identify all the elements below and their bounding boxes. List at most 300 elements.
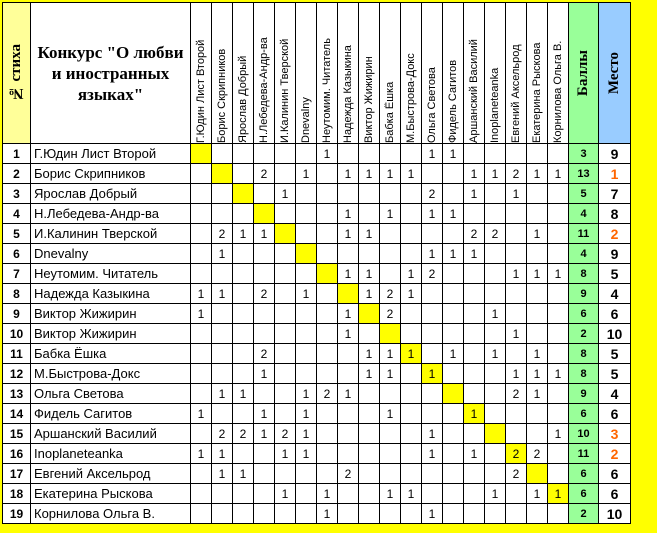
column-header-label: Н.Лебедева-Андр-ва bbox=[257, 37, 270, 143]
score-cell bbox=[191, 164, 212, 184]
row-number: 11 bbox=[3, 344, 31, 364]
score-cell bbox=[296, 364, 317, 384]
score-cell: 1 bbox=[212, 384, 233, 404]
row-number: 12 bbox=[3, 364, 31, 384]
diagonal-cell bbox=[254, 204, 275, 224]
column-header bbox=[212, 3, 233, 144]
score-cell bbox=[338, 344, 359, 364]
score-cell bbox=[275, 404, 296, 424]
place-value: 10 bbox=[599, 324, 631, 344]
score-cell: 1 bbox=[527, 384, 548, 404]
score-cell: 1 bbox=[254, 404, 275, 424]
column-header bbox=[296, 3, 317, 144]
score-cell bbox=[296, 144, 317, 164]
score-cell bbox=[338, 404, 359, 424]
column-header bbox=[317, 3, 338, 144]
table-row bbox=[3, 304, 631, 324]
row-author-name: Г.Юдин Лист Второй bbox=[31, 144, 191, 164]
column-header bbox=[254, 3, 275, 144]
place-value: 3 bbox=[599, 424, 631, 444]
score-cell bbox=[275, 264, 296, 284]
place-value: 6 bbox=[599, 404, 631, 424]
score-cell bbox=[506, 424, 527, 444]
table-row bbox=[3, 184, 631, 204]
row-author-name: Борис Скрипников bbox=[31, 164, 191, 184]
score-cell: 1 bbox=[275, 184, 296, 204]
score-cell bbox=[401, 424, 422, 444]
score-cell bbox=[212, 144, 233, 164]
score-cell bbox=[317, 404, 338, 424]
balls-total: 6 bbox=[569, 404, 599, 424]
score-cell bbox=[212, 504, 233, 524]
balls-total: 8 bbox=[569, 264, 599, 284]
score-cell: 1 bbox=[254, 424, 275, 444]
score-cell: 1 bbox=[212, 284, 233, 304]
balls-total: 2 bbox=[569, 324, 599, 344]
score-cell bbox=[317, 344, 338, 364]
score-cell bbox=[506, 344, 527, 364]
score-cell bbox=[191, 364, 212, 384]
score-cell bbox=[548, 404, 569, 424]
score-cell bbox=[443, 164, 464, 184]
score-cell bbox=[443, 364, 464, 384]
score-cell bbox=[338, 484, 359, 504]
score-cell bbox=[254, 264, 275, 284]
score-cell bbox=[401, 364, 422, 384]
score-cell bbox=[401, 224, 422, 244]
score-cell bbox=[359, 504, 380, 524]
score-cell bbox=[212, 204, 233, 224]
column-header-label: Фидель Сагитов bbox=[446, 59, 459, 143]
score-cell bbox=[548, 384, 569, 404]
score-cell: 1 bbox=[191, 304, 212, 324]
score-cell bbox=[275, 364, 296, 384]
score-cell bbox=[422, 344, 443, 364]
score-cell bbox=[338, 504, 359, 524]
score-cell bbox=[317, 464, 338, 484]
score-cell bbox=[191, 384, 212, 404]
score-cell bbox=[338, 364, 359, 384]
score-cell: 2 bbox=[506, 464, 527, 484]
score-cell bbox=[212, 304, 233, 324]
column-header-label: Виктор Жижирин bbox=[362, 56, 375, 143]
score-cell bbox=[485, 244, 506, 264]
score-cell bbox=[296, 224, 317, 244]
score-cell bbox=[359, 404, 380, 424]
diagonal-cell bbox=[359, 304, 380, 324]
diagonal-cell bbox=[233, 184, 254, 204]
score-cell bbox=[212, 364, 233, 384]
row-number: 6 bbox=[3, 244, 31, 264]
row-author-name: Н.Лебедева-Андр-ва bbox=[31, 204, 191, 224]
diagonal-cell: 1 bbox=[401, 344, 422, 364]
column-header bbox=[527, 3, 548, 144]
place-value: 6 bbox=[599, 304, 631, 324]
score-cell bbox=[233, 264, 254, 284]
score-cell: 1 bbox=[401, 484, 422, 504]
score-cell bbox=[401, 244, 422, 264]
score-cell bbox=[527, 424, 548, 444]
row-number: 7 bbox=[3, 264, 31, 284]
score-cell bbox=[443, 504, 464, 524]
score-cell: 1 bbox=[548, 264, 569, 284]
row-number: 9 bbox=[3, 304, 31, 324]
score-cell bbox=[275, 464, 296, 484]
score-cell: 1 bbox=[233, 224, 254, 244]
score-cell: 1 bbox=[338, 324, 359, 344]
diagonal-cell bbox=[527, 464, 548, 484]
score-cell bbox=[485, 364, 506, 384]
table-row bbox=[3, 244, 631, 264]
row-author-name: Виктор Жижирин bbox=[31, 304, 191, 324]
score-cell bbox=[296, 464, 317, 484]
score-cell bbox=[275, 324, 296, 344]
score-cell bbox=[317, 224, 338, 244]
score-cell: 1 bbox=[359, 224, 380, 244]
score-cell: 1 bbox=[254, 364, 275, 384]
table-row bbox=[3, 344, 631, 364]
table-row bbox=[3, 284, 631, 304]
column-header bbox=[338, 3, 359, 144]
score-cell bbox=[254, 324, 275, 344]
diagonal-cell bbox=[443, 384, 464, 404]
score-cell: 1 bbox=[359, 264, 380, 284]
score-cell: 2 bbox=[338, 464, 359, 484]
score-cell bbox=[485, 324, 506, 344]
score-cell bbox=[296, 304, 317, 324]
score-cell bbox=[317, 284, 338, 304]
score-cell bbox=[506, 504, 527, 524]
balls-total: 3 bbox=[569, 144, 599, 164]
score-cell bbox=[380, 184, 401, 204]
results-sheet bbox=[2, 2, 655, 531]
score-cell bbox=[443, 424, 464, 444]
place-value: 4 bbox=[599, 384, 631, 404]
score-cell bbox=[233, 444, 254, 464]
row-number: 18 bbox=[3, 484, 31, 504]
row-number: 5 bbox=[3, 224, 31, 244]
score-cell bbox=[485, 464, 506, 484]
score-cell bbox=[359, 144, 380, 164]
score-cell bbox=[401, 504, 422, 524]
row-author-name: Бабка Ёшка bbox=[31, 344, 191, 364]
score-cell bbox=[380, 224, 401, 244]
score-cell bbox=[317, 164, 338, 184]
row-number: 19 bbox=[3, 504, 31, 524]
score-cell bbox=[401, 204, 422, 224]
column-header-label: Г.Юдин Лист Второй bbox=[194, 39, 207, 143]
diagonal-cell bbox=[296, 244, 317, 264]
score-cell: 1 bbox=[338, 264, 359, 284]
score-cell bbox=[464, 304, 485, 324]
score-cell bbox=[443, 324, 464, 344]
diagonal-cell: 1 bbox=[422, 364, 443, 384]
score-cell: 1 bbox=[506, 364, 527, 384]
score-cell: 1 bbox=[548, 364, 569, 384]
row-number: 2 bbox=[3, 164, 31, 184]
score-cell bbox=[254, 144, 275, 164]
score-cell bbox=[485, 504, 506, 524]
score-cell bbox=[191, 244, 212, 264]
score-cell bbox=[527, 504, 548, 524]
row-number: 16 bbox=[3, 444, 31, 464]
score-cell: 1 bbox=[401, 284, 422, 304]
score-cell bbox=[506, 224, 527, 244]
score-cell bbox=[275, 344, 296, 364]
score-cell bbox=[338, 424, 359, 444]
score-cell bbox=[380, 144, 401, 164]
score-cell bbox=[359, 184, 380, 204]
row-author-name: Ольга Светова bbox=[31, 384, 191, 404]
score-cell: 1 bbox=[191, 404, 212, 424]
score-cell bbox=[233, 284, 254, 304]
score-cell bbox=[443, 264, 464, 284]
score-cell bbox=[548, 464, 569, 484]
score-cell bbox=[359, 424, 380, 444]
row-author-name: Dnevalny bbox=[31, 244, 191, 264]
score-cell bbox=[359, 204, 380, 224]
score-cell bbox=[443, 484, 464, 504]
score-cell bbox=[422, 304, 443, 324]
column-header-label: Ольга Светова bbox=[425, 67, 438, 143]
column-header bbox=[506, 3, 527, 144]
score-cell bbox=[233, 244, 254, 264]
score-cell bbox=[191, 264, 212, 284]
column-header bbox=[548, 3, 569, 144]
row-author-name: Аршанский Василий bbox=[31, 424, 191, 444]
score-cell: 1 bbox=[296, 284, 317, 304]
diagonal-cell bbox=[212, 164, 233, 184]
score-cell bbox=[422, 404, 443, 424]
score-cell: 2 bbox=[254, 344, 275, 364]
score-cell bbox=[317, 244, 338, 264]
column-header bbox=[401, 3, 422, 144]
score-cell bbox=[485, 264, 506, 284]
table-row bbox=[3, 144, 631, 164]
table-row bbox=[3, 204, 631, 224]
table-row bbox=[3, 384, 631, 404]
score-cell: 2 bbox=[464, 224, 485, 244]
diagonal-cell: 2 bbox=[506, 444, 527, 464]
score-cell bbox=[401, 444, 422, 464]
score-cell bbox=[464, 284, 485, 304]
score-cell bbox=[422, 324, 443, 344]
score-cell: 1 bbox=[380, 364, 401, 384]
score-cell: 1 bbox=[359, 284, 380, 304]
score-cell: 1 bbox=[191, 284, 212, 304]
score-cell bbox=[485, 184, 506, 204]
place-value: 6 bbox=[599, 464, 631, 484]
score-cell bbox=[548, 444, 569, 464]
place-value: 2 bbox=[599, 444, 631, 464]
score-cell: 2 bbox=[380, 284, 401, 304]
score-cell: 2 bbox=[317, 384, 338, 404]
score-cell bbox=[275, 164, 296, 184]
column-header bbox=[422, 3, 443, 144]
column-header bbox=[191, 3, 212, 144]
score-cell bbox=[212, 324, 233, 344]
score-cell bbox=[422, 384, 443, 404]
score-cell bbox=[191, 464, 212, 484]
score-cell bbox=[317, 324, 338, 344]
balls-total: 11 bbox=[569, 444, 599, 464]
score-cell bbox=[443, 224, 464, 244]
score-cell: 1 bbox=[338, 304, 359, 324]
score-cell bbox=[485, 404, 506, 424]
column-header-label: Dnevalny bbox=[299, 97, 312, 143]
score-cell bbox=[359, 384, 380, 404]
score-cell bbox=[548, 304, 569, 324]
column-header-label: М.Быстрова-Докс bbox=[404, 53, 417, 143]
score-cell: 1 bbox=[422, 244, 443, 264]
score-cell bbox=[464, 344, 485, 364]
score-cell bbox=[380, 244, 401, 264]
score-cell bbox=[422, 224, 443, 244]
score-cell bbox=[233, 144, 254, 164]
column-header-label: Аршанский Василий bbox=[467, 39, 480, 143]
table-row bbox=[3, 424, 631, 444]
score-cell: 1 bbox=[527, 364, 548, 384]
table-row bbox=[3, 364, 631, 384]
column-header-label: Неутомим. Читатель bbox=[320, 38, 333, 143]
score-cell: 1 bbox=[338, 204, 359, 224]
score-cell bbox=[338, 184, 359, 204]
place-value: 10 bbox=[599, 504, 631, 524]
place-value: 9 bbox=[599, 144, 631, 164]
score-cell bbox=[464, 464, 485, 484]
column-header bbox=[275, 3, 296, 144]
score-cell bbox=[254, 244, 275, 264]
score-cell bbox=[443, 184, 464, 204]
score-cell: 1 bbox=[527, 264, 548, 284]
score-cell: 1 bbox=[506, 264, 527, 284]
row-author-name: Неутомим. Читатель bbox=[31, 264, 191, 284]
score-cell bbox=[506, 244, 527, 264]
column-header-label: Корнилова Ольга В. bbox=[551, 40, 564, 143]
place-value: 4 bbox=[599, 284, 631, 304]
score-cell: 1 bbox=[422, 144, 443, 164]
score-cell bbox=[527, 324, 548, 344]
score-cell bbox=[401, 304, 422, 324]
score-cell: 1 bbox=[359, 164, 380, 184]
score-cell: 1 bbox=[233, 384, 254, 404]
score-cell bbox=[317, 304, 338, 324]
score-cell bbox=[506, 144, 527, 164]
score-cell: 1 bbox=[380, 344, 401, 364]
score-cell: 1 bbox=[485, 344, 506, 364]
score-cell: 1 bbox=[338, 164, 359, 184]
score-cell: 2 bbox=[254, 284, 275, 304]
row-author-name: Надежда Казыкина bbox=[31, 284, 191, 304]
score-cell bbox=[464, 424, 485, 444]
score-cell: 1 bbox=[296, 424, 317, 444]
score-cell bbox=[485, 144, 506, 164]
score-cell: 1 bbox=[296, 404, 317, 424]
score-cell bbox=[275, 244, 296, 264]
score-cell: 1 bbox=[464, 444, 485, 464]
table-row bbox=[3, 464, 631, 484]
score-cell bbox=[317, 444, 338, 464]
balls-total: 11 bbox=[569, 224, 599, 244]
score-cell: 1 bbox=[254, 224, 275, 244]
score-cell bbox=[548, 144, 569, 164]
score-cell bbox=[275, 304, 296, 324]
score-cell bbox=[506, 284, 527, 304]
score-cell: 1 bbox=[464, 244, 485, 264]
table-row bbox=[3, 224, 631, 244]
score-cell bbox=[275, 284, 296, 304]
score-cell bbox=[464, 384, 485, 404]
score-cell bbox=[233, 484, 254, 504]
score-cell bbox=[233, 344, 254, 364]
score-cell: 1 bbox=[296, 384, 317, 404]
column-header-label: Надежда Казыкина bbox=[341, 45, 354, 143]
score-cell bbox=[527, 404, 548, 424]
score-cell bbox=[401, 464, 422, 484]
score-cell: 1 bbox=[527, 484, 548, 504]
row-number: 17 bbox=[3, 464, 31, 484]
score-cell bbox=[296, 504, 317, 524]
score-cell bbox=[233, 404, 254, 424]
score-cell: 2 bbox=[506, 384, 527, 404]
score-cell: 2 bbox=[506, 164, 527, 184]
score-cell bbox=[296, 264, 317, 284]
score-cell bbox=[548, 324, 569, 344]
score-cell bbox=[443, 304, 464, 324]
score-cell bbox=[317, 364, 338, 384]
score-cell bbox=[380, 424, 401, 444]
score-cell bbox=[380, 464, 401, 484]
score-cell bbox=[443, 284, 464, 304]
place-value: 2 bbox=[599, 224, 631, 244]
score-cell: 1 bbox=[359, 344, 380, 364]
score-cell bbox=[485, 384, 506, 404]
score-cell: 1 bbox=[506, 184, 527, 204]
column-header bbox=[464, 3, 485, 144]
score-cell bbox=[527, 204, 548, 224]
table-row bbox=[3, 264, 631, 284]
row-author-name: Корнилова Ольга В. bbox=[31, 504, 191, 524]
score-cell bbox=[443, 404, 464, 424]
score-cell bbox=[359, 464, 380, 484]
score-cell bbox=[191, 204, 212, 224]
score-cell: 1 bbox=[443, 344, 464, 364]
score-cell bbox=[191, 484, 212, 504]
score-cell bbox=[527, 144, 548, 164]
score-cell bbox=[212, 264, 233, 284]
score-cell: 1 bbox=[338, 384, 359, 404]
score-cell: 1 bbox=[548, 424, 569, 444]
score-cell bbox=[191, 224, 212, 244]
score-cell: 1 bbox=[401, 264, 422, 284]
diagonal-cell bbox=[485, 424, 506, 444]
score-cell bbox=[527, 244, 548, 264]
place-value: 8 bbox=[599, 204, 631, 224]
score-cell bbox=[254, 464, 275, 484]
column-header-label: Евгений Аксельрод bbox=[509, 44, 522, 143]
score-cell bbox=[401, 384, 422, 404]
column-header-label: Бабка Ёшка bbox=[383, 81, 396, 143]
balls-total: 4 bbox=[569, 204, 599, 224]
diagonal-cell bbox=[317, 264, 338, 284]
row-author-name: Ярослав Добрый bbox=[31, 184, 191, 204]
row-number: 13 bbox=[3, 384, 31, 404]
table-row bbox=[3, 164, 631, 184]
row-number: 1 bbox=[3, 144, 31, 164]
score-cell bbox=[380, 264, 401, 284]
table-row bbox=[3, 444, 631, 464]
score-cell bbox=[401, 144, 422, 164]
